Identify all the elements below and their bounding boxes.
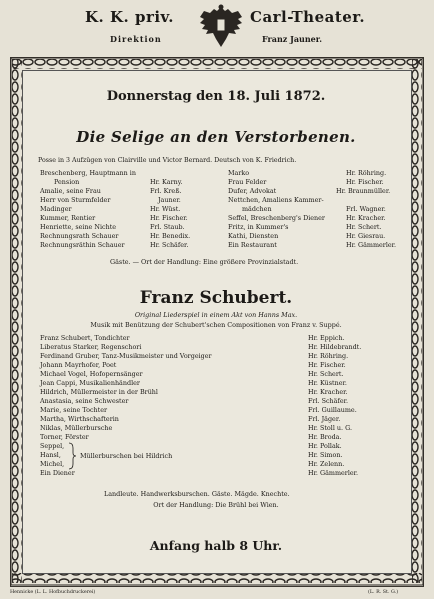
cast-role: Anastasia, seine Schwester xyxy=(40,397,129,405)
cast-role: Pension xyxy=(54,178,80,186)
play1-title: Die Selige an den Verstorbenen. xyxy=(76,128,356,146)
cast-actor: Hr. Röhring. xyxy=(308,352,349,360)
cast-actor: Frl. Kreß. xyxy=(150,187,182,195)
cast-role: Kathi, Diensten xyxy=(228,232,279,240)
cast-actor: Hr. Giesrau. xyxy=(346,232,386,240)
cast-actor: Hr. Gämmerler. xyxy=(346,241,397,249)
cast-actor: Hr. Wüst. xyxy=(150,205,181,213)
cast-role: Martha, Wirthschafterin xyxy=(40,415,119,423)
cast-actor: Frl. Guillaume. xyxy=(308,406,357,414)
cast-role: Henriette, seine Nichte xyxy=(40,223,117,231)
cast-actor: Hr. Simon. xyxy=(308,451,343,459)
cast-role: Johann Mayrhofer, Poet xyxy=(40,361,117,369)
cast-actor: Hr. Benedix. xyxy=(150,232,191,240)
cast-actor: Hr. Pollak. xyxy=(308,442,342,450)
cast-role: Torner, Förster xyxy=(40,433,89,441)
play2-extras: Landleute. Handwerksburschen. Gäste. Mägde. Knechte. xyxy=(104,490,290,498)
cast-actor: Hr. Gämmerler. xyxy=(308,469,359,477)
cast-actor: Hr. Karny. xyxy=(150,178,183,186)
double-eagle-emblem xyxy=(196,3,246,51)
cast-role: Marko xyxy=(228,169,250,177)
theater-name: Carl-Theater. xyxy=(250,8,366,26)
cast-role: Franz Schubert, Tondichter xyxy=(40,334,130,342)
cast-role: Seppel, xyxy=(40,442,65,450)
cast-actor: Hr. Broda. xyxy=(308,433,342,441)
cast-actor: Hr. Hildebrandt. xyxy=(308,343,362,351)
cast-role: Liberatus Starker, Regenschori xyxy=(40,343,142,351)
cast-role: Fritz, in Kummer's xyxy=(228,223,289,231)
play2-subtitle: Original Liederspiel in einem Akt von Hanns Max. xyxy=(134,311,298,319)
play2-title: Franz Schubert. xyxy=(139,288,293,308)
cast-actor: Hr. Fischer. xyxy=(346,178,384,186)
cast-actor: Hr. Schert. xyxy=(308,370,344,378)
cast-actor: Hr. Stoll u. G. xyxy=(308,424,352,432)
cast-role: Rechnungsräthin Schauer xyxy=(40,241,125,249)
cast-role: Hansl, xyxy=(40,451,61,459)
cast-actor: Hr. Eppich. xyxy=(308,334,345,342)
cast-role: Jean Cappi, Musikalienhändler xyxy=(40,379,140,387)
cast-role: Madinger xyxy=(40,205,72,213)
brace xyxy=(68,442,76,470)
cast-role: Michael Vogel, Hofopernsänger xyxy=(40,370,143,378)
cast-actor: Frl. Staub. xyxy=(150,223,185,231)
brace-label: Müllerburschen bei Hildrich xyxy=(80,452,173,460)
performance-date: Donnerstag den 18. Juli 1872. xyxy=(106,89,326,104)
cast-role: Amalie, seine Frau xyxy=(40,187,101,195)
theater-prefix: K. K. priv. xyxy=(85,8,174,26)
cast-role: Marie, seine Tochter xyxy=(40,406,108,414)
cast-role: Dufer, Advokat xyxy=(228,187,277,195)
cast-role: Rechnungsrath Schauer xyxy=(40,232,119,240)
cast-actor: Hr. Schäfer. xyxy=(150,241,189,249)
play2-music-credit: Musik mit Benützung der Schubert'schen Compositionen von Franz v. Suppé. xyxy=(90,321,342,329)
cast-role: Frau Felder xyxy=(228,178,267,186)
printer-mark: (L. R. St. G.) xyxy=(368,590,399,595)
cast-role: Niklas, Müllerbursche xyxy=(40,424,113,432)
cast-actor: Hr. Küstner. xyxy=(308,379,347,387)
cast-actor: Frl. Jäger. xyxy=(308,415,341,423)
cast-actor: Jauner. xyxy=(158,196,181,204)
direktion-label: Direktion xyxy=(110,34,162,44)
printer-credit: Hennicke (L. L. Hofbuchdruckerei) xyxy=(10,590,96,595)
cast-role: Kummer, Rentier xyxy=(40,214,96,222)
play1-cast-left xyxy=(40,169,220,249)
cast-actor: Hr. Fischer. xyxy=(150,214,188,222)
cast-role: Ein Restaurant xyxy=(228,241,277,249)
cast-role: Hildrich, Müllermeister in der Brühl xyxy=(40,388,158,396)
cast-role: mädchen xyxy=(242,205,272,213)
play1-subtitle: Posse in 3 Aufzügen von Clairville und Victor Bernard. Deutsch von K. Friedrich. xyxy=(38,157,297,164)
play2-cast xyxy=(40,334,402,484)
cast-actor: Frl. Wagner. xyxy=(346,205,386,213)
play1-cast-right xyxy=(228,169,404,249)
start-time: Anfang halb 8 Uhr. xyxy=(149,538,283,553)
cast-actor: Hr. Kracher. xyxy=(308,388,348,396)
play1-footer: Gäste. — Ort der Handlung: Eine größere Provinzialstadt. xyxy=(110,258,299,266)
direktor-name: Franz Jauner. xyxy=(262,34,323,44)
cast-actor: Hr. Kracher. xyxy=(346,214,386,222)
cast-role: Nettchen, Amaliens Kammer- xyxy=(228,196,324,204)
cast-role: Ein Diener xyxy=(40,469,75,477)
cast-actor: Hr. Röhring. xyxy=(346,169,387,177)
cast-role: Seffel, Breschenberg's Diener xyxy=(228,214,325,222)
cast-role: Breschenberg, Hauptmann in xyxy=(40,169,136,177)
cast-actor: Frl. Schäfer. xyxy=(308,397,349,405)
cast-actor: Hr. Zelenn. xyxy=(308,460,345,468)
cast-actor: Hr. Schert. xyxy=(346,223,382,231)
cast-actor: Hr. Braunmüller. xyxy=(336,187,391,195)
cast-role: Ferdinand Gruber, Tanz-Musikmeister und Vorgeiger xyxy=(40,352,212,360)
cast-role: Herr von Sturmfelder xyxy=(40,196,111,204)
cast-actor: Hr. Fischer. xyxy=(308,361,346,369)
play2-place: Ort der Handlung: Die Brühl bei Wien. xyxy=(153,501,279,509)
cast-role: Michel, xyxy=(40,460,65,468)
